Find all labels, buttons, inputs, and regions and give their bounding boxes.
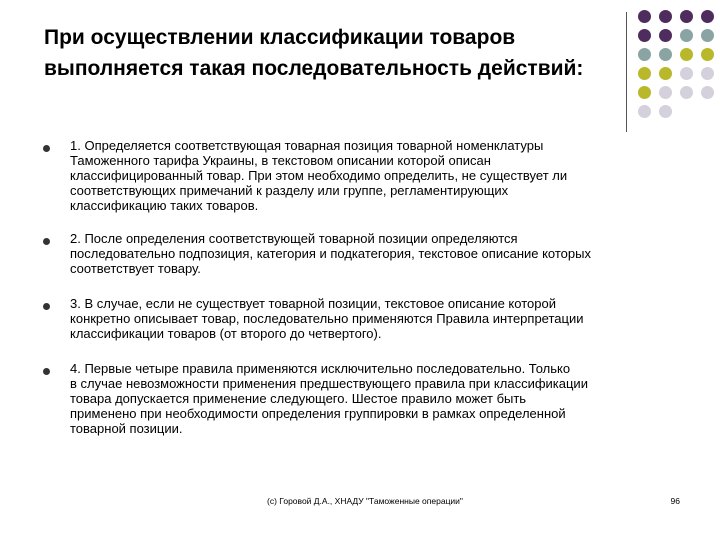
decorative-dot [701,10,714,23]
decorative-dot [659,67,672,80]
footer-credit: (с) Горовой Д.А., ХНАДУ "Таможенные операции" [267,496,463,506]
decorative-dot [659,86,672,99]
decorative-dot [680,10,693,23]
decorative-dot [701,67,714,80]
decorative-dot [638,105,651,118]
decorative-dot [680,29,693,42]
decorative-dot [638,29,651,42]
list-item-text: 1. Определяется соответствующая товарная позиция товарной номенклатуры Таможенного тарифа Украины, в текстовом описании которой описан классифицированный товар. При этом необходимо определить, не существует ли соответствующих примечаний к разделу или группе, регламентирующих классификацию таких товаров. [70,138,568,213]
slide-title: При осуществлении классификации товаров выполняется такая последовательность действий: [44,26,584,80]
decorative-dot [638,67,651,80]
decorative-dot [659,48,672,61]
decorative-dot [659,10,672,23]
decorative-dot [680,67,693,80]
list-item-text: 3. В случае, если не существует товарной позиции, текстовое описание которой конкретно описывает товар, последовательно применяются Правила интерпретации классификации товаров (от второго до четвертого). [70,296,584,341]
decorative-dot [659,29,672,42]
decorative-dot [701,48,714,61]
decorative-dot [659,105,672,118]
vertical-rule [626,12,627,132]
list-item-text: 4. Первые четыре правила применяются исключительно последовательно. Только в случае невозможности применения предшествующего правила при классификации товара допускается применение следующего. Шестое правило может быть применено при необходимости определения группировки в рамках определенной товарной позиции. [70,361,588,436]
bullet-dot-icon [43,368,50,375]
list-item-text: 2. После определения соответствующей товарной позиции определяются последовательно подпозиция, категория и подкатегория, текстовое описание которых соответствует товару. [70,231,591,276]
decorative-dot [701,29,714,42]
decorative-dot [680,86,693,99]
bullet-dot-icon [43,145,50,152]
decorative-dot-grid [638,10,720,130]
bullet-dot-icon [43,238,50,245]
page-number: 96 [670,496,680,506]
decorative-dot [638,48,651,61]
bullet-dot-icon [43,303,50,310]
decorative-dot [680,48,693,61]
decorative-dot [638,86,651,99]
decorative-dot [701,86,714,99]
decorative-dot [638,10,651,23]
